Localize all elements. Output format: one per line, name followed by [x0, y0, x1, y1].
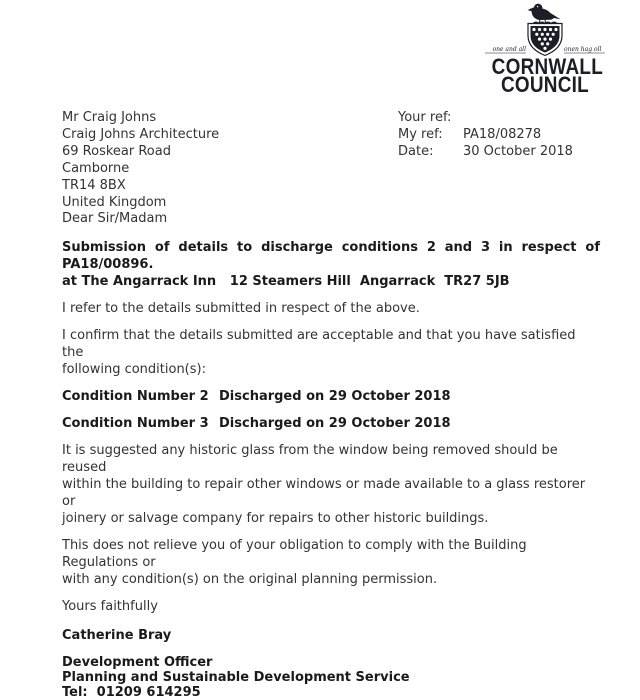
signatory-title: Development Officer — [62, 655, 213, 670]
condition-3-status: Discharged on 29 October 2018 — [219, 416, 451, 431]
paragraph-suggest-line2: within the building to repair other windows or made available to a glass restorer or — [62, 477, 590, 509]
paragraph-confirm — [62, 327, 600, 378]
letter-body — [62, 210, 600, 700]
cornwall-crest-icon — [483, 2, 607, 58]
signatory-telephone: Tel: 01209 614295 — [62, 685, 201, 700]
condition-row-2 — [62, 388, 600, 405]
date-label: Date: — [398, 144, 434, 159]
condition-2-label: Condition Number 2 — [62, 389, 209, 404]
logo-wordmark-line1: CORNWALL — [491, 54, 604, 79]
cornwall-council-logo — [483, 2, 607, 97]
your-ref-label: Your ref: — [398, 110, 452, 125]
address-line: 69 Roskear Road — [62, 144, 171, 159]
paragraph-relieve-line1: This does not relieve you of your obligation to comply with the Building Regulations or — [62, 538, 531, 570]
paragraph-suggest-line3: joinery or salvage company for repairs to other historic buildings. — [62, 511, 489, 526]
date-value: 30 October 2018 — [463, 144, 573, 159]
my-ref-row — [398, 126, 573, 143]
signatory-name: Catherine Bray — [62, 628, 172, 643]
paragraph-refer-line: I refer to the details submitted in respect of the above. — [62, 301, 420, 316]
condition-2-status: Discharged on 29 October 2018 — [219, 389, 451, 404]
address-line: Mr Craig Johns — [62, 110, 157, 125]
paragraph-confirm-line2: following condition(s): — [62, 362, 206, 377]
closing: Yours faithfully — [62, 599, 158, 614]
shield-icon — [528, 24, 562, 56]
date-row — [398, 143, 573, 160]
my-ref-value: PA18/08278 — [463, 127, 542, 142]
motto-right-text: onen hag oll — [564, 46, 602, 53]
address-line: United Kingdom — [62, 195, 167, 210]
my-ref-label: My ref: — [398, 127, 443, 142]
paragraph-suggest — [62, 442, 600, 527]
salutation: Dear Sir/Madam — [62, 211, 168, 226]
subject-line-2: PA18/00896. — [62, 257, 154, 272]
subject-line-1: Submission of details to discharge conditions 2 and 3 in respect of — [62, 240, 600, 255]
motto-left-text: one and all — [492, 46, 526, 53]
paragraph-relieve — [62, 537, 600, 588]
your-ref-row — [398, 109, 573, 126]
subject-line-3: at The Angarrack Inn 12 Steamers Hill Angarrack TR27 5JB — [62, 274, 510, 289]
paragraph-confirm-line1: I confirm that the details submitted are acceptable and that you have satisfied the — [62, 328, 580, 360]
logo-wordmark-line2: COUNCIL — [500, 72, 589, 97]
address-line: TR14 8BX — [62, 178, 126, 193]
signatory-service: Planning and Sustainable Development Service — [62, 670, 410, 685]
reference-block — [398, 109, 573, 160]
address-line: Craig Johns Architecture — [62, 127, 220, 142]
paragraph-suggest-line1: It is suggested any historic glass from the window being removed should be reused — [62, 443, 562, 475]
address-line: Camborne — [62, 161, 130, 176]
paragraph-refer — [62, 300, 600, 317]
signature-block — [62, 655, 600, 700]
condition-3-label: Condition Number 3 — [62, 416, 209, 431]
chough-bird-icon — [528, 4, 561, 23]
paragraph-relieve-line2: with any condition(s) on the original planning permission. — [62, 572, 438, 587]
recipient-address — [62, 109, 219, 211]
subject-heading — [62, 239, 600, 290]
condition-row-3 — [62, 415, 600, 432]
